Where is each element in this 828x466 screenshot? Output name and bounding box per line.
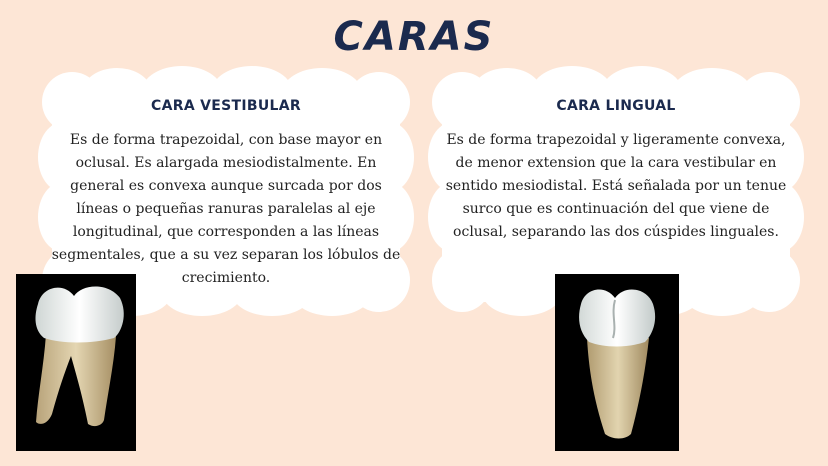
card-text: Es de forma trapezoidal y ligeramente convexa, de menor extension que la cara vestibular en sentido mesiodistal. Está señalada por un tenue surco que es continuación del que viene de oclusal, separando las dos cúspides linguales. (445, 132, 787, 240)
slide-title: CARAS (333, 14, 495, 60)
tooth-photo-vestibular (16, 274, 136, 451)
card-heading: CARA VESTIBULAR (151, 98, 301, 114)
card-heading: CARA LINGUAL (556, 98, 676, 114)
tooth-photo-lingual (555, 274, 679, 451)
card-text: Es de forma trapezoidal, con base mayor en oclusal. Es alargada mesiodistalmente. En general es convexa aunque surcada por dos líneas o pequeñas ranuras paralelas al eje longitudinal, que corresponden a las líneas segmentales, que a su vez separan los lóbulos de crecimiento. (51, 132, 401, 286)
